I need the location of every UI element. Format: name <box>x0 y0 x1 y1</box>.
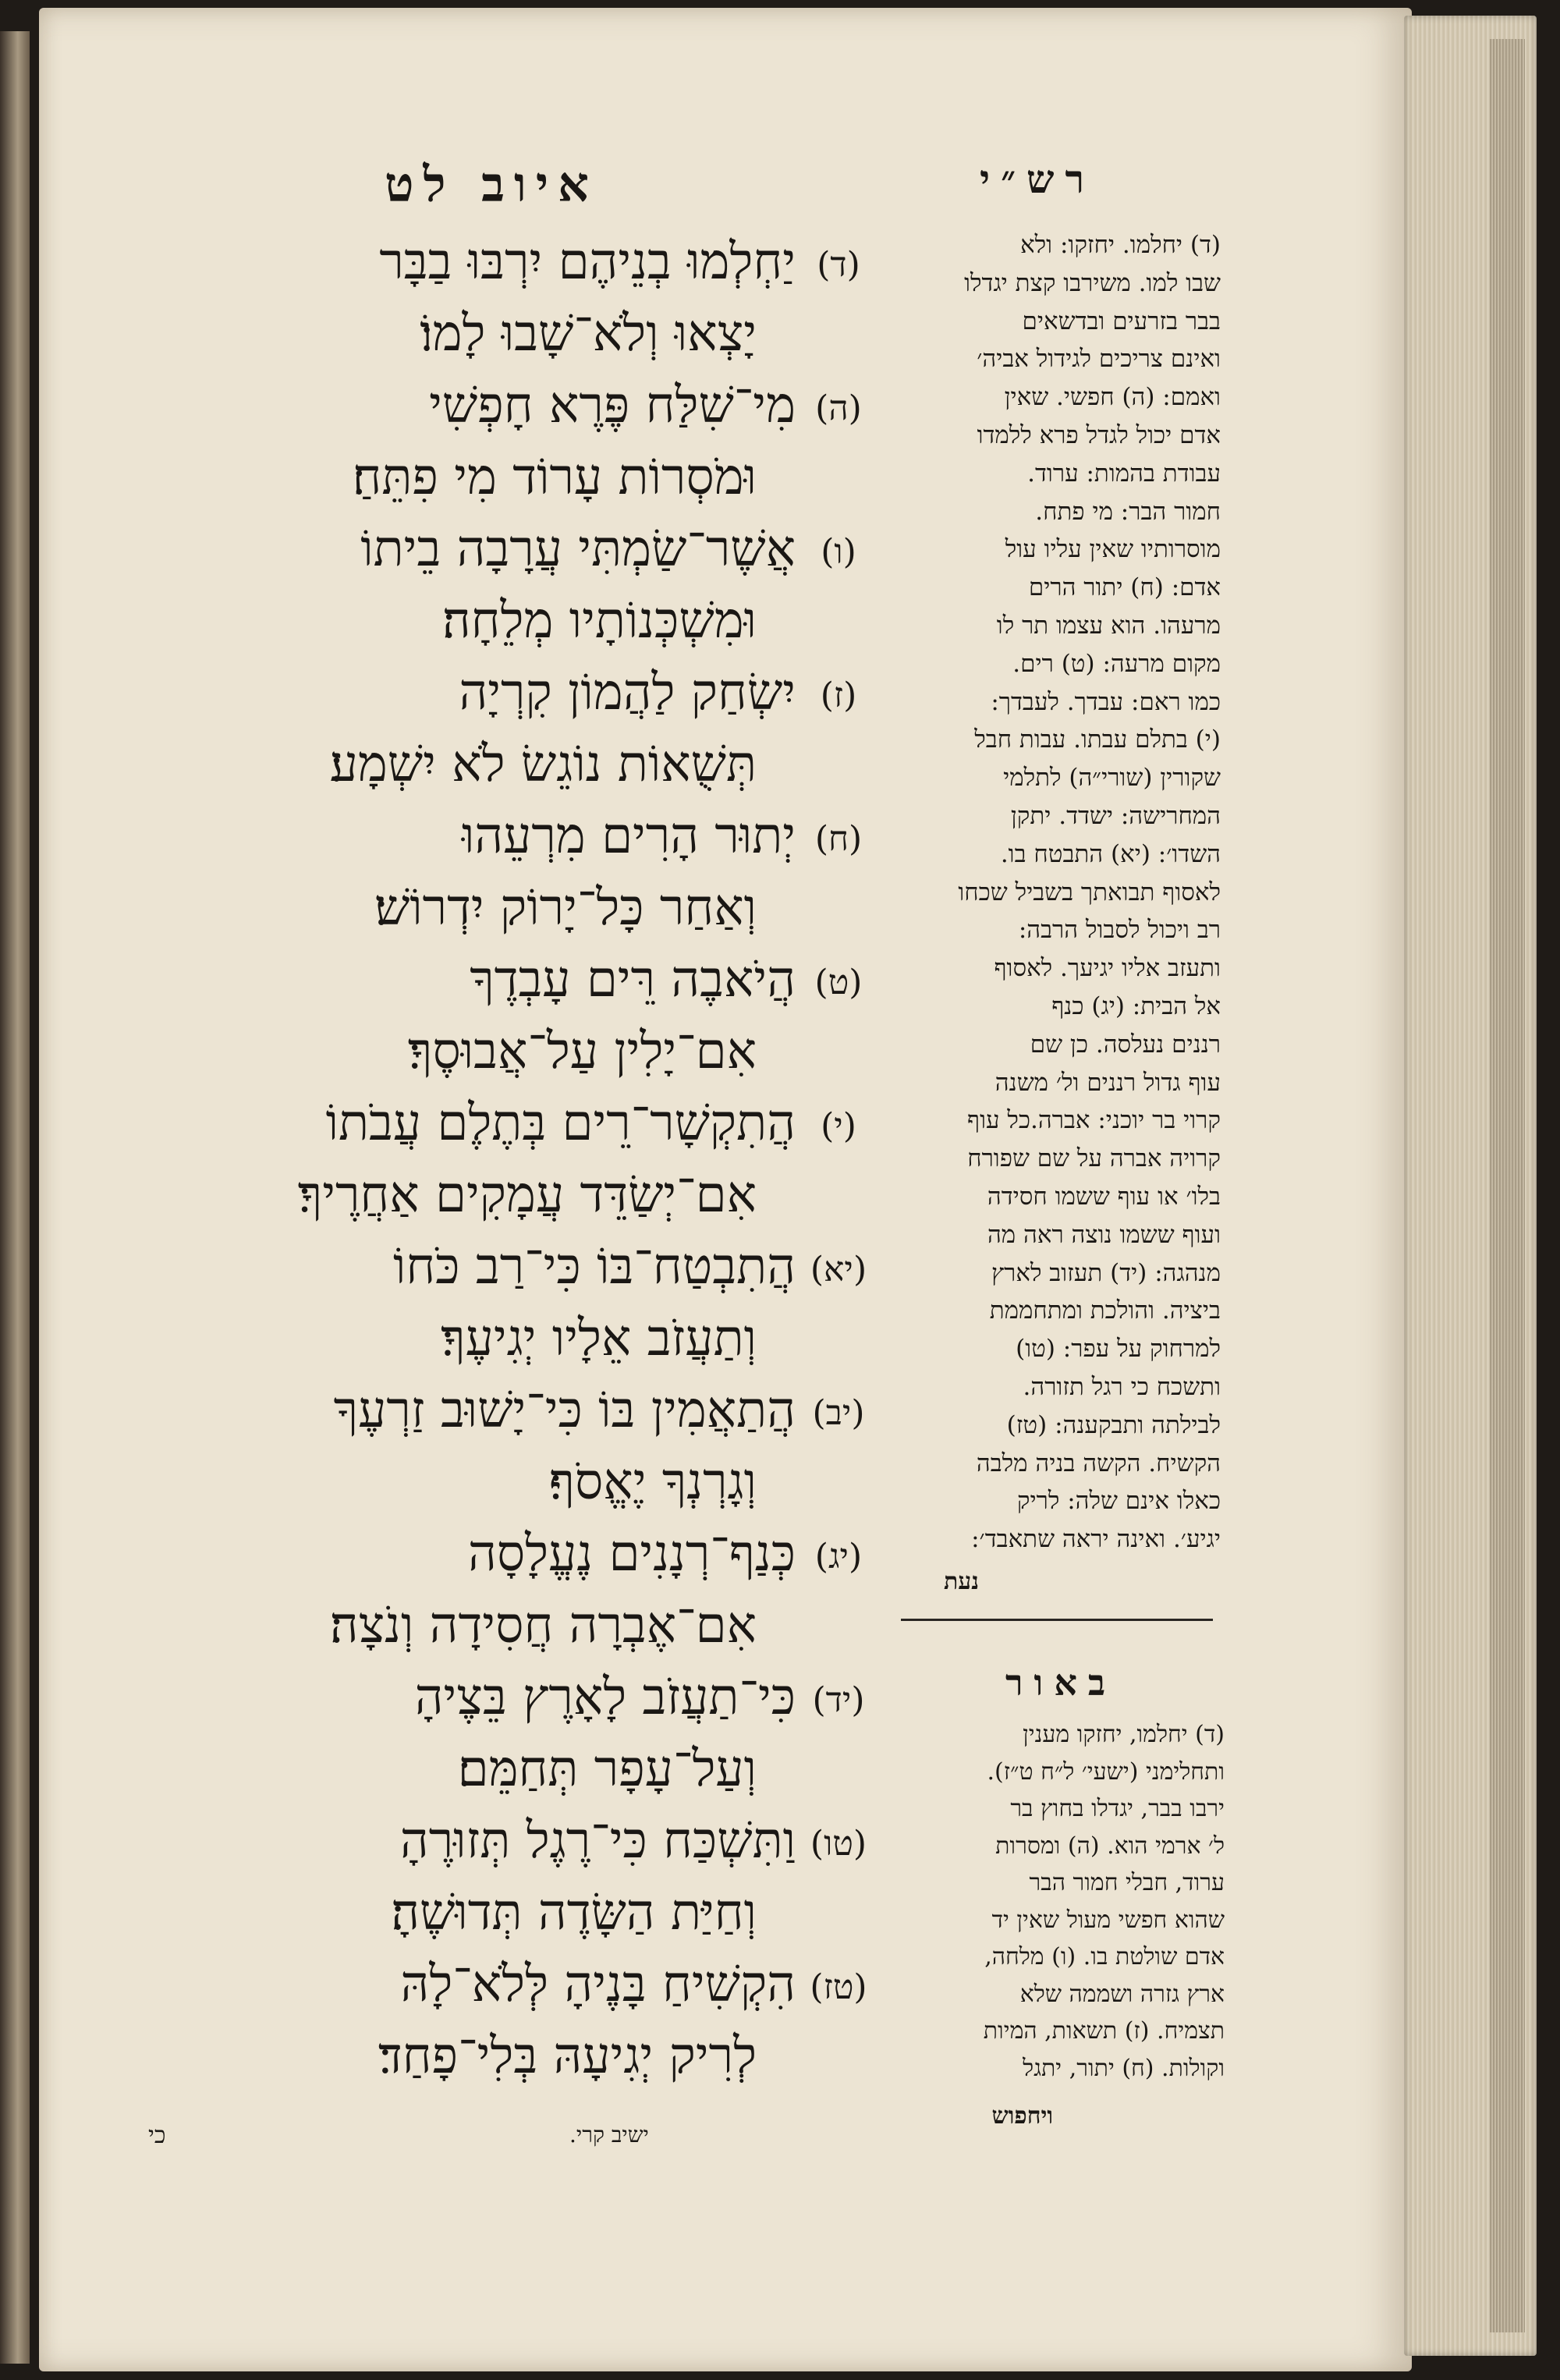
biur-line: ותחלימני (ישעי׳ ל״ח ט״ז). <box>987 1758 1225 1786</box>
verse-number: (יא) <box>810 1250 867 1289</box>
biur-heading: באור <box>1005 1662 1117 1704</box>
rashi-line: יגיע׳. ואינה יראה שתאבד׳: <box>971 1525 1221 1554</box>
biur-catchword: ויחפוש <box>991 2102 1053 2130</box>
verse-number: (ו) <box>821 532 856 572</box>
biur-commentary <box>897 1716 1225 2087</box>
rashi-catchword: נעת <box>943 1568 979 1595</box>
rashi-line: מנהגה: (יד) תעזוב לארץ <box>991 1258 1221 1287</box>
verse-text: וְחַיַּת הַשָּׂדֶה תְּדוּשֶׁהָ׃ <box>391 1884 757 1942</box>
verse-line <box>148 1877 874 1949</box>
rashi-line: מוסרותיו שאין עליו עול <box>1005 535 1221 564</box>
verse-line <box>148 1949 874 2020</box>
rashi-line: כאלו אינם שלה: לריק <box>1016 1487 1221 1516</box>
verse-number: (יב) <box>812 1393 865 1433</box>
biur-line: (ד) יחלמו, יחזקו מענין <box>1023 1721 1225 1748</box>
verse-line <box>148 1016 874 1087</box>
verse-number: (יג) <box>814 1537 863 1577</box>
verse-text: יָצְאוּ וְלֹא־שָׁבוּ לָמוֹ׃ <box>420 305 757 363</box>
verse-text: וַתִּשְׁכַּח כִּי־רֶגֶל תְּזוּרֶהָ <box>399 1812 796 1870</box>
rashi-line: ואינם צריכים לגידול אביה׳ <box>977 345 1221 374</box>
rashi-line: עבודת בהמות: ערוד. <box>1027 459 1221 488</box>
verse-line <box>148 2020 874 2092</box>
signature-mark: כי <box>148 2122 166 2149</box>
verse-line <box>148 226 874 298</box>
verse-text: וְגָרְנְךָ יֶאֱסֹף׃ <box>548 1453 757 1511</box>
biur-line: ל׳ ארמי הוא. (ה) ומסרות <box>995 1832 1225 1860</box>
biur-line: אדם שולטת בו. (ו) מלחה, <box>984 1943 1225 1970</box>
scripture-column <box>148 226 874 2092</box>
verse-line <box>148 1231 874 1303</box>
verse-number: (טז) <box>810 1967 867 2007</box>
verse-text: וּמֹסְרוֹת עָרוֹד מִי פִתֵּחַ׃ <box>352 449 757 506</box>
rashi-line: הקשיח. הקשה בניה מלבה <box>976 1449 1221 1477</box>
verse-text: יִשְׂחַק לַהֲמוֹן קִרְיָה <box>459 664 796 722</box>
rashi-line: עוף גדול רננים ול׳ משנה <box>994 1068 1221 1097</box>
rashi-line: חמור הבר: מי פתח. <box>1035 497 1221 526</box>
verse-text: הִקְשִׁיחַ בָּנֶיהָ לְּלֹא־לָהּ <box>400 1956 796 2013</box>
rashi-commentary <box>893 226 1221 1559</box>
verse-number: (טו) <box>810 1824 867 1864</box>
previous-page-edge <box>0 31 30 2364</box>
kere-footnote: ישיב קרי. <box>569 2122 649 2148</box>
biur-line: תצמיח. (ז) תשאות, המיות <box>983 2017 1225 2045</box>
verse-line <box>148 1733 874 1805</box>
biur-line: ירבו בבר, יגדלו בחוץ בר <box>1010 1795 1225 1822</box>
verse-line <box>148 513 874 585</box>
verse-number: (ה) <box>815 388 862 428</box>
verse-line <box>148 370 874 442</box>
verse-text: וְאַחַר כָּל־יָרוֹק יִדְרוֹשׁ׃ <box>374 879 757 937</box>
verse-line <box>148 1518 874 1590</box>
verse-number: (י) <box>821 1106 856 1146</box>
rashi-line: בלו׳ או עוף ששמו חסידה <box>987 1182 1221 1211</box>
biur-line: ארץ גזרה ושממה שלא <box>1019 1980 1225 2008</box>
verse-line <box>148 585 874 657</box>
verse-line <box>148 298 874 370</box>
book-fore-edge <box>1404 16 1537 2356</box>
verse-text: כְּנַף־רְנָנִים נֶעֱלָסָה <box>467 1525 796 1583</box>
verse-text: וְתַעֲזֹב אֵלָיו יְגִיעֶךָ׃ <box>441 1310 757 1367</box>
verse-line <box>148 1662 874 1733</box>
verse-line <box>148 442 874 513</box>
verse-text: יַחְלְמוּ בְנֵיהֶם יִרְבּוּ בַבָּר <box>379 233 796 291</box>
running-head-rashi: רש״י <box>979 156 1096 202</box>
verse-number: (ח) <box>814 819 863 859</box>
rashi-line: אל הבית: (יג) כנף <box>1051 991 1221 1020</box>
verse-line <box>148 729 874 800</box>
verse-line <box>148 1374 874 1446</box>
rashi-line: אדם: (ח) יתור הרים <box>1028 573 1221 602</box>
rashi-line: מרעהו. הוא עצמו תר לו <box>996 611 1221 640</box>
verse-number: (יד) <box>812 1680 865 1720</box>
rashi-line: (י) בתלם עבתו. עבות חבל <box>974 725 1221 754</box>
rashi-line: מקום מרעה: (ט) רים. <box>1012 649 1221 678</box>
rashi-line: קרוי בר יוכני: אברה.כל עוף <box>967 1106 1221 1135</box>
verse-line <box>148 1805 874 1877</box>
verse-text: יְתוּר הָרִים מִרְעֵהוּ <box>461 807 796 865</box>
verse-text: אִם־אֶבְרָה חֲסִידָה וְנֹצָה׃ <box>329 1597 757 1655</box>
rashi-line: ואמם: (ה) חפשי. שאין <box>1004 383 1221 412</box>
verse-line <box>148 1159 874 1231</box>
rashi-line: (ד) יחלמו. יחזקו: ולא <box>1020 231 1221 259</box>
verse-text: וְעַל־עָפָר תְּחַמֵּם׃ <box>457 1740 757 1798</box>
rashi-line: רב ויכול לסבול הרבה: <box>1018 916 1221 945</box>
verse-text: הֲתִבְטַח־בּוֹ כִּי־רַב כֹּחוֹ <box>393 1238 796 1296</box>
verse-line <box>148 657 874 729</box>
rashi-line: קרויה אברה על שם שפורח <box>967 1144 1221 1173</box>
biur-line: ערוד, חבלי חמור הבר <box>1029 1869 1225 1896</box>
rashi-line: שקורין (שורי״ה) לתלמי <box>1003 764 1221 793</box>
verse-number: (ז) <box>820 676 857 715</box>
rashi-line: ועוף ששמו נוצה ראה מה <box>987 1220 1221 1249</box>
verse-text: הֲתַאֲמִין בּוֹ כִּי־יָשׁוּב זַרְעֶךָ <box>333 1382 796 1439</box>
verse-text: אִם־יָלִין עַל־אֲבוּסֶךָ׃ <box>407 1023 757 1080</box>
rashi-line: רננים נעלסה. כן שם <box>1030 1030 1221 1059</box>
verse-line <box>148 1087 874 1159</box>
verse-text: לְרִיק יְגִיעָהּ בְּלִי־פָחַד׃ <box>378 2027 757 2085</box>
verse-text: הֲתִקְשָׁר־רֵים בְּתֶלֶם עֲבֹתוֹ <box>325 1094 796 1152</box>
running-head-main: איוב לט <box>385 156 598 213</box>
rashi-line: ביציה. והולכת ומתחממת <box>989 1296 1221 1325</box>
verse-line <box>148 872 874 944</box>
verse-text: אִם־יְשַׂדֵּד עֲמָקִים אַחֲרֶיךָ׃ <box>297 1166 757 1224</box>
rashi-line: לבילתה ותבקענה: (טז) <box>1006 1410 1221 1439</box>
biur-line: וקולות. (ח) יתור, יתגל <box>1023 2054 1225 2082</box>
verse-text: כִּי־תַעֲזֹב לָאָרֶץ בֵּצֶיהָ <box>414 1669 796 1726</box>
verse-line <box>148 1590 874 1662</box>
rashi-line: שבו למו. משירבו קצת יגדלו <box>964 268 1221 297</box>
verse-text: מִי־שִׁלַּח פֶּרֶא חָפְשִׁי <box>429 377 796 435</box>
rashi-line: אדם יכול לגדל פרא ללמדו <box>977 420 1221 449</box>
rashi-line: למרחוק על עפר: (טו) <box>1016 1335 1221 1364</box>
verse-line <box>148 800 874 872</box>
verse-number: (ט) <box>814 963 863 1002</box>
rashi-line: כמו ראם: עבדך. לעבדך: <box>991 687 1221 716</box>
rashi-line: השדו׳: (יא) התבטח בו. <box>1000 839 1221 868</box>
rashi-line: ותשכח כי רגל תזורה. <box>1023 1372 1221 1401</box>
biur-line: שהוא חפשי מעול שאין יד <box>991 1906 1225 1934</box>
verse-text: הֲיֹאבֶה רֵּים עָבְדֶךָ <box>470 951 796 1009</box>
verse-number: (ד) <box>817 245 860 285</box>
verse-text: אֲשֶׁר־שַׂמְתִּי עֲרָבָה בֵיתוֹ <box>360 520 796 578</box>
verse-line <box>148 944 874 1016</box>
verse-line <box>148 1446 874 1518</box>
verse-text: וּמִשְׁכְּנוֹתָיו מְלֵחָה׃ <box>441 592 757 650</box>
rashi-line: המחרישה: ישדד. יתקן <box>1010 801 1221 830</box>
rashi-line: בבר בזרעים ובדשאים <box>1022 307 1221 335</box>
page-stack <box>1490 39 1525 2332</box>
verse-line <box>148 1303 874 1374</box>
rashi-line: לאסוף תבואתך בשביל שכחו <box>958 878 1221 906</box>
rashi-line: ותעזב אליו יגיעך. לאסוף <box>994 954 1221 983</box>
commentary-divider <box>901 1619 1213 1621</box>
verse-text: תְּשֻׁאוֹת נוֹגֵשׂ לֹא יִשְׁמָע׃ <box>329 736 757 793</box>
